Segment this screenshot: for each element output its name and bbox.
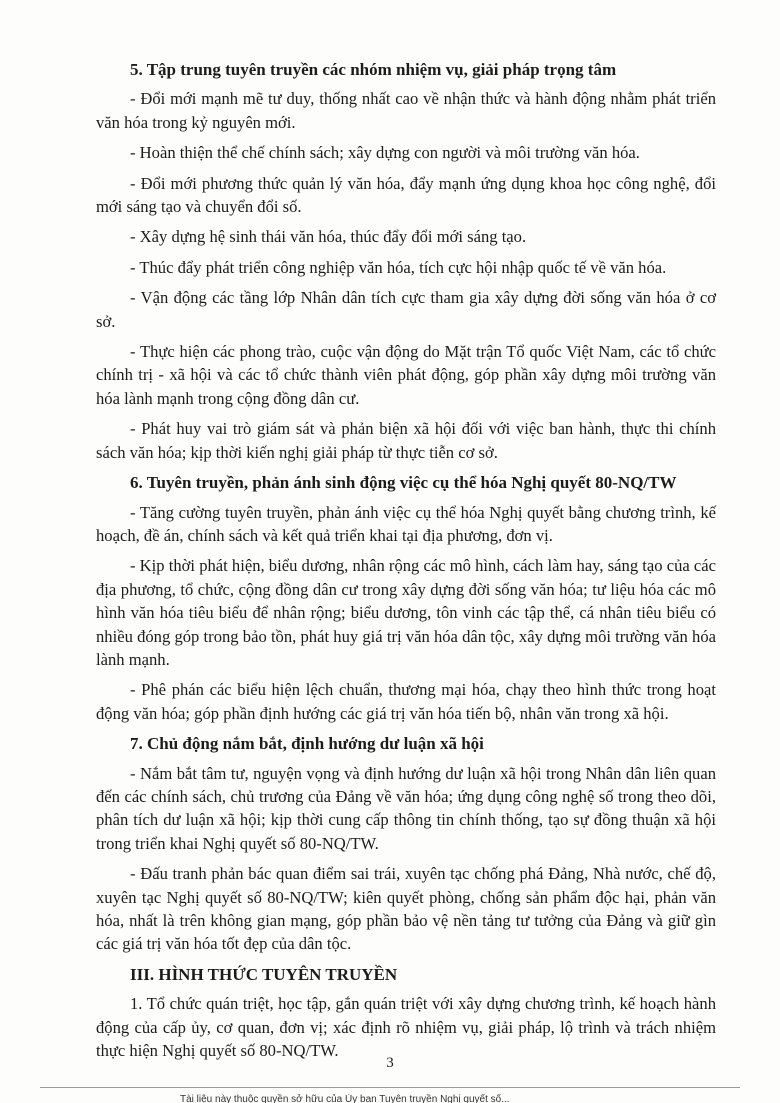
section-7-heading: 7. Chủ động nắm bắt, định hướng dư luận xã hội [130,734,484,754]
section-iii-paragraph: 1. Tổ chức quán triệt, học tập, gắn quán triệt với xây dựng chương trình, kế hoạch hành động của cấp ủy, cơ quan, đơn vị; xác định rõ nhiệm vụ, giải pháp, lộ trình và trách nhiệm thực hiện Nghị quyết số 80-NQ/TW. [96,994,716,1061]
section-7-paragraph: - Nắm bắt tâm tư, nguyện vọng và định hướng dư luận xã hội trong Nhân dân liên quan đến các chính sách, chủ trương của Đảng về văn hóa; ứng dụng công nghệ số trong theo dõi, phân tích dư luận xã hội; kịp thời cung cấp thông tin chính thống, tạo sự đồng thuận xã hội trong triển khai Nghị quyết số 80-NQ/TW. [96,763,716,853]
section-5-paragraph: - Đổi mới mạnh mẽ tư duy, thống nhất cao về nhận thức và hành động nhằm phát triển văn hóa trong kỷ nguyên mới. [96,89,716,132]
section-7-paragraph: - Đấu tranh phản bác quan điểm sai trái, xuyên tạc chống phá Đảng, Nhà nước, chế độ, xuyên tạc Nghị quyết số 80-NQ/TW; kiên quyết phòng, chống sản phẩm độc hại, phản văn hóa, nhất là trên không gian mạng, góp phần bảo vệ nền tảng tư tưởng của Đảng và giữ gìn các giá trị văn hóa tốt đẹp của dân tộc. [96,864,716,954]
document-body [96,58,716,1069]
section-5-paragraph: - Vận động các tầng lớp Nhân dân tích cực tham gia xây dựng đời sống văn hóa ở cơ sở. [96,288,716,331]
section-5-paragraph: - Thực hiện các phong trào, cuộc vận động do Mặt trận Tổ quốc Việt Nam, các tổ chức chính trị - xã hội và các tổ chức thành viên phát động, góp phần xây dựng môi trường văn hóa lành mạnh trong cộng đồng dân cư. [96,342,716,408]
section-5-paragraph: - Thúc đẩy phát triển công nghiệp văn hóa, tích cực hội nhập quốc tế về văn hóa. [130,257,667,277]
section-6-heading: 6. Tuyên truyền, phản ánh sinh động việc cụ thể hóa Nghị quyết 80-NQ/TW [130,473,677,493]
footer-note: Tài liệu này thuộc quyền sở hữu của Ủy ban Tuyên truyền Nghị quyết số... [180,1094,510,1103]
section-5-paragraph: - Xây dựng hệ sinh thái văn hóa, thúc đẩy đổi mới sáng tạo. [130,227,527,247]
page-number: 3 [386,1055,394,1071]
footer-divider [40,1087,740,1088]
section-5-heading: 5. Tập trung tuyên truyền các nhóm nhiệm vụ, giải pháp trọng tâm [130,60,617,79]
section-iii-heading: III. HÌNH THỨC TUYÊN TRUYỀN [130,964,398,984]
section-5-paragraph: - Đổi mới phương thức quản lý văn hóa, đẩy mạnh ứng dụng khoa học công nghệ, đổi mới sáng tạo và chuyển đổi số. [96,173,716,217]
section-6-paragraph: - Phê phán các biểu hiện lệch chuẩn, thương mại hóa, chạy theo hình thức trong hoạt động văn hóa; góp phần định hướng các giá trị văn hóa tiến bộ, nhân văn trong xã hội. [96,680,716,723]
section-5-paragraph: - Hoàn thiện thể chế chính sách; xây dựng con người và môi trường văn hóa. [130,143,640,163]
section-5-paragraph: - Phát huy vai trò giám sát và phản biện xã hội đối với việc ban hành, thực thi chính sách văn hóa; kịp thời kiến nghị giải pháp từ thực tiễn cơ sở. [96,419,716,462]
section-6-paragraph: - Kịp thời phát hiện, biểu dương, nhân rộng các mô hình, cách làm hay, sáng tạo của các địa phương, tổ chức, cộng đồng dân cư trong xây dựng đời sống văn hóa; tư liệu hóa các mô hình văn hóa tiêu biểu để nhân rộng; biểu dương, tôn vinh các tập thể, cá nhân tiêu biểu có nhiều đóng góp trong bảo tồn, phát huy giá trị văn hóa dân tộc, xây dựng môi trường văn hóa lành mạnh. [96,556,716,669]
section-6-paragraph: - Tăng cường tuyên truyền, phản ánh việc cụ thể hóa Nghị quyết bằng chương trình, kế hoạch, đề án, chính sách và kết quả triển khai tại địa phương, đơn vị. [96,502,716,545]
